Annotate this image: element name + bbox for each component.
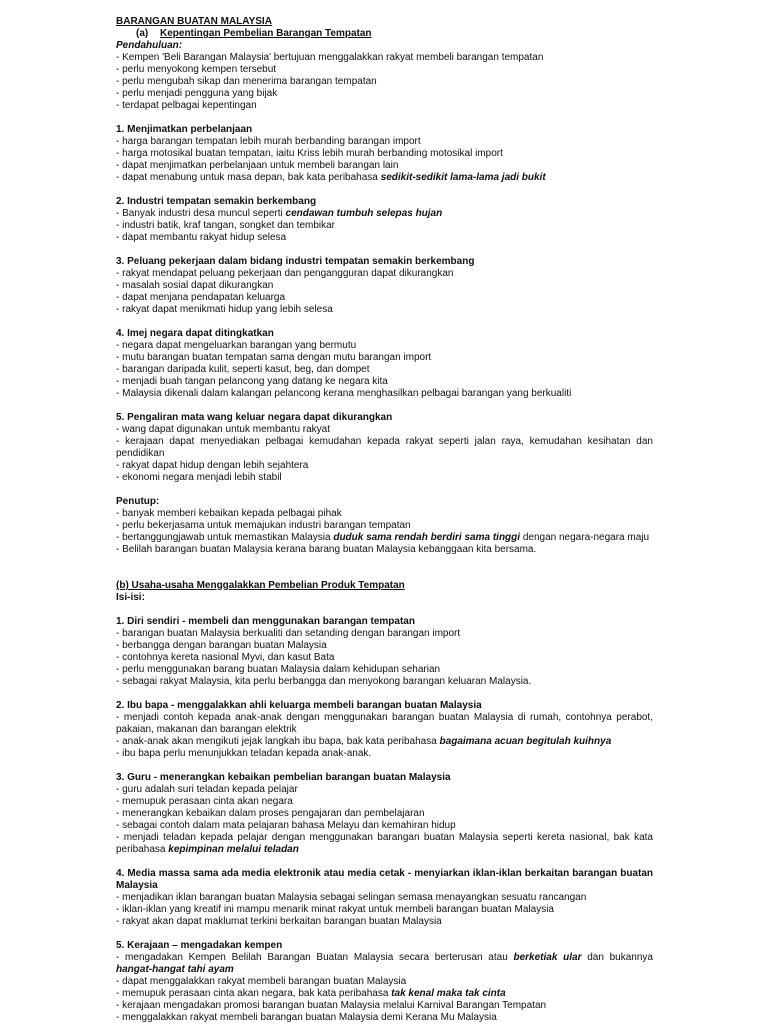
point-item <box>116 736 653 748</box>
intro-item: - terdapat pelbagai kepentingan <box>116 100 257 111</box>
proverb-text: sedikit-sedikit lama-lama jadi bukit <box>380 172 546 183</box>
point-item-text: - anak-anak akan mengikuti jejak langkah ibu bapa, bak kata peribahasa <box>116 736 440 747</box>
intro-item: - perlu menjadi pengguna yang bijak <box>116 88 278 99</box>
section-a-heading <box>116 28 653 40</box>
section-b-heading: (b) Usaha-usaha Menggalakkan Pembelian Produk Tempatan <box>116 580 405 591</box>
point-item <box>116 832 653 856</box>
point-item: - rakyat dapat hidup dengan lebih sejahtera <box>116 460 309 471</box>
point-item: - menjadikan iklan barangan buatan Malaysia sebagai selingan semasa menayangkan sesuatu rancangan <box>116 892 587 903</box>
point-item: - menjadi buah tangan pelancong yang datang ke negara kita <box>116 376 388 387</box>
point-heading: 3. Peluang pekerjaan dalam bidang industri tempatan semakin berkembang <box>116 256 475 267</box>
point-item: - negara dapat mengeluarkan barangan yang bermutu <box>116 340 357 351</box>
point-item: - ibu bapa perlu menunjukkan teladan kepada anak-anak. <box>116 748 372 759</box>
closing-heading: Penutup: <box>116 496 160 507</box>
intro-item: - perlu mengubah sikap dan menerima barangan tempatan <box>116 76 377 87</box>
point-heading: 3. Guru - menerangkan kebaikan pembelian barangan buatan Malaysia <box>116 772 451 783</box>
point-item: - contohnya kereta nasional Myvi, dan kasut Bata <box>116 652 335 663</box>
point-heading: 4. Media massa sama ada media elektronik atau media cetak - menyiarkan iklan-iklan berkaitan barangan buatan Malaysia <box>116 868 653 891</box>
point-item: - barangan daripada kulit, seperti kasut, beg, dan dompet <box>116 364 370 375</box>
closing-item-text: dengan negara-negara maju <box>520 532 650 543</box>
point-item: - sebagai rakyat Malaysia, kita perlu berbangga dan menyokong barangan keluaran Malaysia. <box>116 676 532 687</box>
point-heading: 2. Ibu bapa - menggalakkan ahli keluarga membeli barangan buatan Malaysia <box>116 700 482 711</box>
point-heading: 1. Diri sendiri - membeli dan menggunakan barangan tempatan <box>116 616 415 627</box>
proverb-text: hangat-hangat tahi ayam <box>116 964 234 975</box>
point-item-text: - dapat menabung untuk masa depan, bak kata peribahasa <box>116 172 381 183</box>
point-item: - harga motosikal buatan tempatan, iaitu Kriss lebih murah berbanding motosikal import <box>116 148 503 159</box>
point-item: - ekonomi negara menjadi lebih stabil <box>116 472 282 483</box>
point-item: - memupuk perasaan cinta akan negara <box>116 796 293 807</box>
point-item <box>116 988 653 1000</box>
point-item: - rakyat akan dapat maklumat terkini berkaitan barangan buatan Malaysia <box>116 916 442 927</box>
point-item: - masalah sosial dapat dikurangkan <box>116 280 274 291</box>
point-item: - wang dapat digunakan untuk membantu rakyat <box>116 424 331 435</box>
closing-item: - banyak memberi kebaikan kepada pelbagai pihak <box>116 508 342 519</box>
point-item: - mutu barangan buatan tempatan sama dengan mutu barangan import <box>116 352 432 363</box>
point-item-text: - mengadakan Kempen Belilah Barangan Buatan Malaysia secara berterusan atau <box>116 952 514 963</box>
proverb-text: duduk sama rendah berdiri sama tinggi <box>333 532 521 543</box>
point-item: - dapat menjana pendapatan keluarga <box>116 292 286 303</box>
section-a-label: (a) <box>136 28 149 39</box>
point-item <box>116 172 653 184</box>
point-item: - dapat menggalakkan rakyat membeli barangan buatan Malaysia <box>116 976 407 987</box>
point-item-text: - menjadi teladan kepada pelajar dengan menggunakan barangan buatan Malaysia seperti kereta nasional, bak kata peribahasa <box>116 832 653 855</box>
point-item: - barangan buatan Malaysia berkualiti dan setanding dengan barangan import <box>116 628 461 639</box>
point-item: - guru adalah suri teladan kepada pelajar <box>116 784 298 795</box>
point-item-text: - memupuk perasaan cinta akan negara, bak kata peribahasa <box>116 988 392 999</box>
document-page <box>116 16 653 1024</box>
proverb-text: tak kenal maka tak cinta <box>391 988 506 999</box>
point-item: - berbangga dengan barangan buatan Malaysia <box>116 640 327 651</box>
point-item-text: - Banyak industri desa muncul seperti <box>116 208 286 219</box>
point-heading: 1. Menjimatkan perbelanjaan <box>116 124 253 135</box>
point-item: - Malaysia dikenali dalam kalangan pelancong kerana menghasilkan pelbagai barangan yang berkualiti <box>116 388 572 399</box>
closing-item: - perlu bekerjasama untuk memajukan industri barangan tempatan <box>116 520 411 531</box>
document-title: BARANGAN BUATAN MALAYSIA <box>116 16 272 27</box>
point-item: - kerajaan mengadakan promosi barangan buatan Malaysia melalui Karnival Barangan Tempatan <box>116 1000 547 1011</box>
point-item: - menjadi contoh kepada anak-anak dengan menggunakan barangan buatan Malaysia di rumah, contohnya perabot, pakaian, makanan dan barangan elektrik <box>116 712 653 735</box>
closing-item-text: - bertanggungjawab untuk memastikan Malaysia <box>116 532 334 543</box>
point-item: - industri batik, kraf tangan, songket dan tembikar <box>116 220 336 231</box>
point-item: - menerangkan kebaikan dalam proses pengajaran dan pembelajaran <box>116 808 425 819</box>
proverb-text: berketiak ular <box>513 952 582 963</box>
point-item <box>116 208 653 220</box>
section-b-sublabel: Isi-isi: <box>116 592 145 603</box>
point-item <box>116 952 653 976</box>
point-heading: 2. Industri tempatan semakin berkembang <box>116 196 317 207</box>
intro-item: - perlu menyokong kempen tersebut <box>116 64 277 75</box>
closing-item: - Belilah barangan buatan Malaysia kerana barang buatan Malaysia kebanggaan kita bersama. <box>116 544 537 555</box>
point-item: - sebagai contoh dalam mata pelajaran bahasa Melayu dan kemahiran hidup <box>116 820 456 831</box>
proverb-text: cendawan tumbuh selepas hujan <box>285 208 443 219</box>
point-item: - menggalakkan rakyat membeli barangan buatan Malaysia demi Kerana Mu Malaysia <box>116 1012 497 1023</box>
intro-item: - Kempen 'Beli Barangan Malaysia' bertujuan menggalakkan rakyat membeli barangan tempatan <box>116 52 544 63</box>
section-a-title: Kepentingan Pembelian Barangan Tempatan <box>160 28 372 39</box>
point-heading: 4. Imej negara dapat ditingkatkan <box>116 328 274 339</box>
point-heading: 5. Pengaliran mata wang keluar negara dapat dikurangkan <box>116 412 393 423</box>
closing-item <box>116 532 653 544</box>
point-item: - rakyat dapat menikmati hidup yang lebih selesa <box>116 304 333 315</box>
point-heading: 5. Kerajaan – mengadakan kempen <box>116 940 283 951</box>
point-item: - dapat membantu rakyat hidup selesa <box>116 232 287 243</box>
point-item: - kerajaan dapat menyediakan pelbagai kemudahan kepada rakyat seperti jalan raya, kemudahan kesihatan dan pendidikan <box>116 436 653 459</box>
point-item: - rakyat mendapat peluang pekerjaan dan pengangguran dapat dikurangkan <box>116 268 454 279</box>
point-item: - harga barangan tempatan lebih murah berbanding barangan import <box>116 136 421 147</box>
point-item: - iklan-iklan yang kreatif ini mampu menarik minat rakyat untuk membeli barangan buatan Malaysia <box>116 904 554 915</box>
point-item: - dapat menjimatkan perbelanjaan untuk membeli barangan lain <box>116 160 399 171</box>
introduction-label: Pendahuluan: <box>116 40 183 51</box>
point-item-text: dan bukannya <box>581 952 653 963</box>
point-item: - perlu menggunakan barang buatan Malaysia dalam kehidupan seharian <box>116 664 441 675</box>
proverb-text: bagaimana acuan begitulah kuihnya <box>439 736 612 747</box>
proverb-text: kepimpinan melalui teladan <box>168 844 299 855</box>
